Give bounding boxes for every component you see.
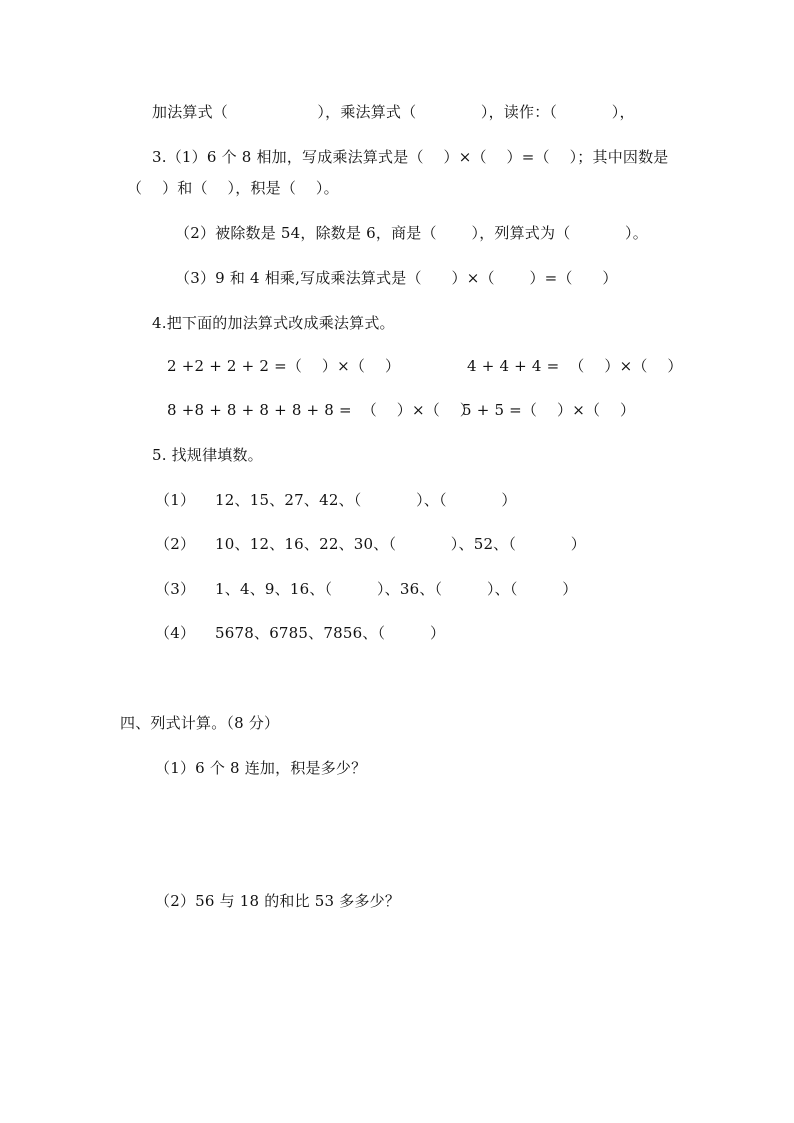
question-4-item-4: 5 + 5 =（ ）×（ ） (462, 401, 636, 419)
question-5-heading: 5. 找规律填数。 (152, 446, 263, 464)
question-3-1-continued: （ ）和（ ），积是（ ）。 (127, 179, 339, 197)
addition-multiplication-formula-line: 加法算式（ ），乘法算式（ ），读作：（ ）， (152, 103, 635, 121)
section-4-heading: 四、列式计算。（8 分） (120, 714, 280, 732)
question-3-2-text: （2）被除数是 54，除数是 6，商是（ ），列算式为（ ）。 (175, 224, 648, 242)
question-5-item-1: （1） 12、15、27、42、（ ）、（ ） (155, 491, 517, 509)
question-4-item-2: 4 + 4 + 4 = （ ）×（ ） (467, 357, 683, 375)
calc-question-1: （1）6 个 8 连加，积是多少？ (155, 759, 367, 777)
question-5-item-2: （2） 10、12、16、22、30、（ ）、52、（ ） (155, 535, 586, 553)
question-4-item-1: 2 +2 + 2 + 2 =（ ）×（ ） (167, 357, 401, 375)
calc-question-2: （2）56 与 18 的和比 53 多多少？ (155, 892, 401, 910)
question-3-1-text: 3.（1）6 个 8 相加，写成乘法算式是（ ）×（ ）=（ ）；其中因数是 (152, 148, 669, 166)
question-3-3-text: （3）9 和 4 相乘,写成乘法算式是（ ）×（ ）=（ ） (175, 269, 618, 287)
question-4-item-3: 8 +8 + 8 + 8 + 8 + 8 = （ ）×（ ） (167, 401, 476, 419)
question-4-heading: 4.把下面的加法算式改成乘法算式。 (152, 314, 395, 332)
question-5-item-4: （4） 5678、6785、7856、（ ） (155, 624, 446, 642)
question-5-item-3: （3） 1、4、9、16、（ ）、36、（ ）、（ ） (155, 580, 578, 598)
